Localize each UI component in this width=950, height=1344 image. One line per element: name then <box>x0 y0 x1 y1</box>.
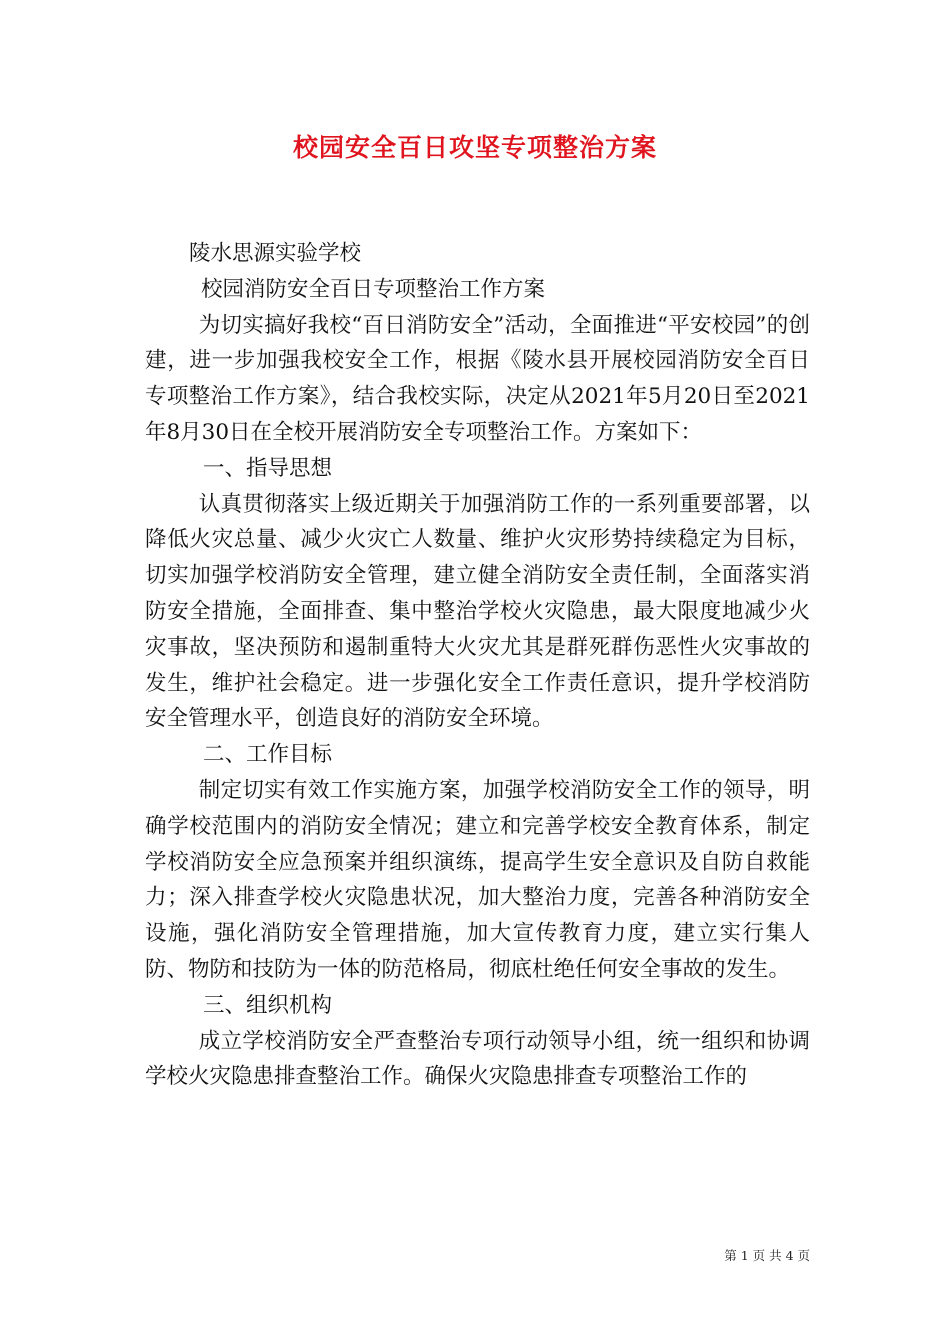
document-body <box>145 236 810 1095</box>
page-number: 第 1 页 共 4 页 <box>724 1248 810 1263</box>
section-heading-2: 二、工作目标 <box>203 742 333 768</box>
document-title: 校园安全百日攻坚专项整治方案 <box>292 133 657 162</box>
section-heading-3: 三、组织机构 <box>203 992 333 1018</box>
section-body-2: 制定切实有效工作实施方案，加强学校消防安全工作的领导，明确学校范围内的消防安全情况；建立和完善学校安全教育体系，制定学校消防安全应急预案并组织演练，提高学生安全意识及自防自救能力；深入排查学校火灾隐患状况，加大整治力度，完善各种消防安全设施，强化消防安全管理措施，加大宣传教育力度，建立实行集人防、物防和技防为一体的防范格局，彻底杜绝任何安全事故的发生。 <box>145 777 810 982</box>
section-body-1: 认真贯彻落实上级近期关于加强消防工作的一系列重要部署，以降低火灾总量、减少火灾亡人数量、维护火灾形势持续稳定为目标，切实加强学校消防安全管理，建立健全消防安全责任制，全面落实消防安全措施，全面排查、集中整治学校火灾隐患，最大限度地减少火灾事故，坚决预防和遏制重特大火灾尤其是群死群伤恶性火灾事故的发生，维护社会稳定。进一步强化安全工作责任意识，提升学校消防安全管理水平，创造良好的消防安全环境。 <box>145 491 810 732</box>
intro-paragraph: 为切实搞好我校“百日消防安全”活动，全面推进“平安校园”的创建，进一步加强我校安全工作，根据《陵水县开展校园消防安全百日专项整治工作方案》，结合我校实际，决定从2021年5月20日至2021年8月30日在全校开展消防安全专项整治工作。方案如下： <box>145 312 810 445</box>
section-body-3: 成立学校消防安全严查整治专项行动领导小组，统一组织和协调学校火灾隐患排查整治工作。确保火灾隐患排查专项整治工作的 <box>145 1028 810 1090</box>
section-heading-1: 一、指导思想 <box>203 455 333 481</box>
plan-subtitle: 校园消防安全百日专项整治工作方案 <box>201 276 546 302</box>
school-name: 陵水思源实验学校 <box>189 241 362 266</box>
